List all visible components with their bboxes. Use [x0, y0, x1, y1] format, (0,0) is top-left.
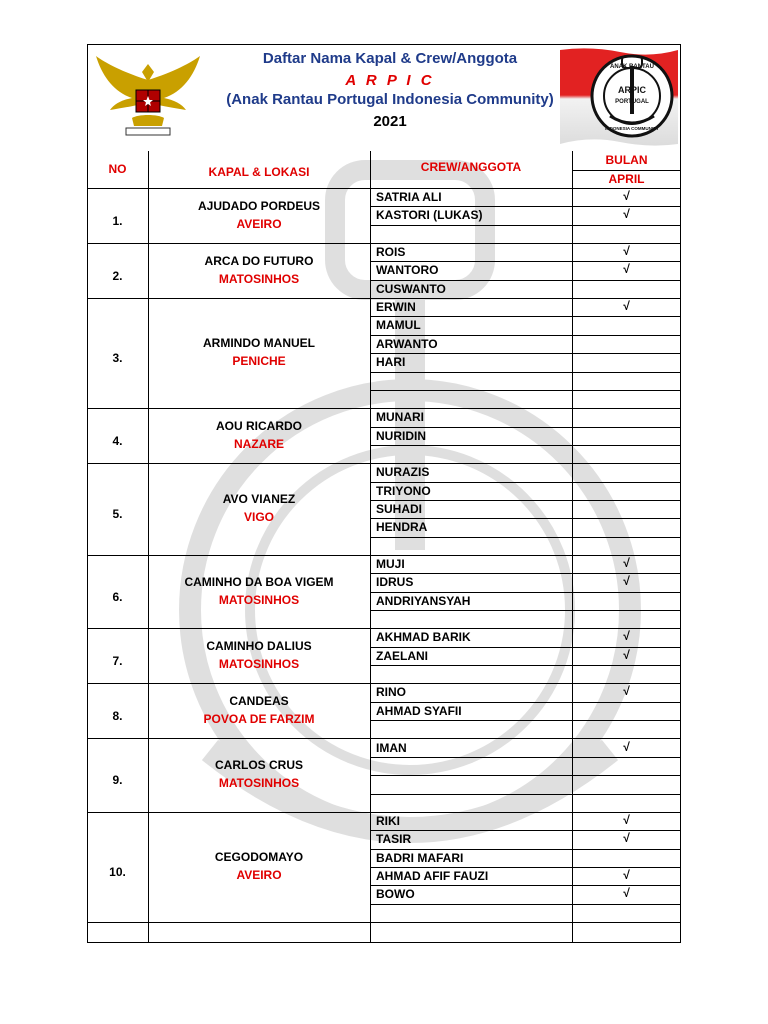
ship-location: AVEIRO: [236, 867, 282, 882]
crew-name: NURIDIN: [376, 428, 426, 443]
ship-location: NAZARE: [234, 436, 284, 451]
svg-text:INDONESIA COMMUNITY: INDONESIA COMMUNITY: [605, 126, 659, 131]
crew-name: AHMAD SYAFII: [376, 703, 462, 718]
april-check: √: [623, 739, 630, 754]
april-check: √: [623, 262, 630, 277]
row-number: 5.: [112, 507, 123, 522]
crew-name: BOWO: [376, 887, 415, 902]
grid-line: [572, 170, 681, 171]
grid-line: [370, 849, 681, 850]
grid-line: [370, 775, 681, 776]
ship-location: VIGO: [243, 510, 274, 525]
ship-name: CAMINHO DALIUS: [206, 638, 312, 653]
april-check: √: [623, 189, 630, 203]
row-number: 6.: [112, 589, 123, 604]
svg-text:PORTUGAL: PORTUGAL: [615, 99, 649, 105]
crew-name: TASIR: [376, 832, 412, 847]
grid-line: [370, 537, 681, 538]
grid-line: [370, 151, 371, 943]
crew-name: BADRI MAFARI: [376, 850, 464, 865]
doc-org-name: (Anak Rantau Portugal Indonesia Community): [226, 91, 554, 108]
doc-org-acronym: A R P I C: [345, 72, 435, 89]
grid-line: [87, 922, 681, 923]
ship-location: MATOSINHOS: [218, 592, 300, 607]
crew-name: MUJI: [376, 557, 405, 571]
grid-line: [370, 390, 681, 391]
column-header-month: APRIL: [608, 172, 645, 186]
crew-name: WANTORO: [376, 263, 439, 278]
grid-line: [148, 151, 149, 943]
svg-text:ANAK RANTAU: ANAK RANTAU: [610, 64, 654, 70]
row-number: 9.: [112, 773, 123, 788]
crew-name: RIKI: [376, 813, 400, 828]
row-number: 2.: [112, 268, 123, 283]
ship-location: MATOSINHOS: [218, 656, 300, 671]
ship-name: CANDEAS: [229, 693, 289, 708]
grid-line: [370, 592, 681, 593]
grid-line: [370, 316, 681, 317]
ship-name: CAMINHO DA BOA VIGEM: [184, 574, 334, 589]
grid-line: [370, 445, 681, 446]
grid-line: [370, 904, 681, 905]
grid-line: [370, 720, 681, 721]
row-number: 4.: [112, 433, 123, 448]
crew-name: MAMUL: [376, 318, 421, 333]
crew-name: TRIYONO: [376, 483, 431, 498]
april-check: √: [623, 574, 630, 589]
crew-name: CUSWANTO: [376, 281, 446, 296]
april-check: √: [623, 647, 630, 662]
crew-name: NURAZIS: [376, 465, 430, 480]
ship-name: AVO VIANEZ: [222, 492, 296, 507]
april-check: √: [623, 244, 630, 259]
grid-line: [370, 280, 681, 281]
ship-name: AOU RICARDO: [216, 418, 302, 433]
crew-name: HARI: [376, 355, 406, 370]
grid-line: [87, 408, 681, 409]
ship-name: AJUDADO PORDEUS: [197, 198, 320, 213]
crew-name: ROIS: [376, 245, 406, 260]
crew-name: ARWANTO: [376, 336, 438, 351]
april-check: √: [623, 886, 630, 901]
garuda-emblem-icon: [92, 52, 204, 142]
grid-line: [370, 757, 681, 758]
ship-name: CARLOS CRUS: [214, 758, 303, 773]
crew-name: IMAN: [376, 740, 407, 755]
grid-line: [370, 353, 681, 354]
april-check: √: [623, 207, 630, 222]
april-check: √: [623, 556, 630, 570]
april-check: √: [623, 684, 630, 699]
crew-name: AKHMAD BARIK: [376, 630, 471, 645]
april-check: √: [623, 867, 630, 882]
ship-location: POVOA DE FARZIM: [203, 711, 315, 726]
row-number: 10.: [109, 864, 126, 879]
april-check: √: [623, 299, 630, 314]
ship-location: PENICHE: [232, 354, 286, 369]
ship-name: ARMINDO MANUEL: [203, 336, 315, 351]
grid-line: [370, 665, 681, 666]
ship-name: ARCA DO FUTURO: [204, 253, 314, 268]
svg-text:ARPIC: ARPIC: [617, 85, 647, 95]
column-header-month-group: BULAN: [605, 153, 648, 167]
crew-name: HENDRA: [376, 520, 428, 535]
crew-name: ZAELANI: [376, 648, 428, 663]
grid-line: [370, 518, 681, 519]
crew-name: RINO: [376, 685, 406, 700]
ship-location: AVEIRO: [236, 216, 282, 231]
grid-line: [370, 500, 681, 501]
april-check: √: [623, 831, 630, 846]
grid-line: [370, 794, 681, 795]
column-header-no: NO: [108, 162, 127, 176]
grid-line: [370, 335, 681, 336]
crew-name: KASTORI (LUKAS): [376, 208, 483, 223]
grid-line: [370, 372, 681, 373]
ship-location: MATOSINHOS: [218, 271, 300, 286]
row-number: 8.: [112, 708, 123, 723]
crew-name: SUHADI: [376, 501, 423, 516]
april-check: √: [623, 629, 630, 644]
crew-name: IDRUS: [376, 575, 414, 590]
grid-line: [370, 225, 681, 226]
doc-year: 2021: [373, 113, 407, 130]
crew-name: AHMAD AFIF FAUZI: [376, 868, 489, 883]
column-header-ship: KAPAL & LOKASI: [208, 165, 310, 179]
row-number: 3.: [112, 351, 123, 366]
column-header-crew: CREW/ANGGOTA: [420, 160, 522, 174]
ship-name: CEGODOMAYO: [214, 849, 304, 864]
row-number: 1.: [112, 213, 123, 228]
crew-name: SATRIA ALI: [376, 190, 442, 204]
april-check: √: [623, 812, 630, 827]
doc-title: Daftar Nama Kapal & Crew/Anggota: [262, 50, 518, 67]
crew-name: ANDRIYANSYAH: [376, 593, 471, 608]
crew-name: MUNARI: [376, 410, 424, 425]
grid-line: [370, 427, 681, 428]
ship-location: MATOSINHOS: [218, 776, 300, 791]
grid-line: [370, 482, 681, 483]
row-number: 7.: [112, 653, 123, 668]
crew-name: ERWIN: [376, 300, 416, 315]
grid-line: [370, 702, 681, 703]
grid-line: [87, 463, 681, 464]
grid-line: [370, 610, 681, 611]
